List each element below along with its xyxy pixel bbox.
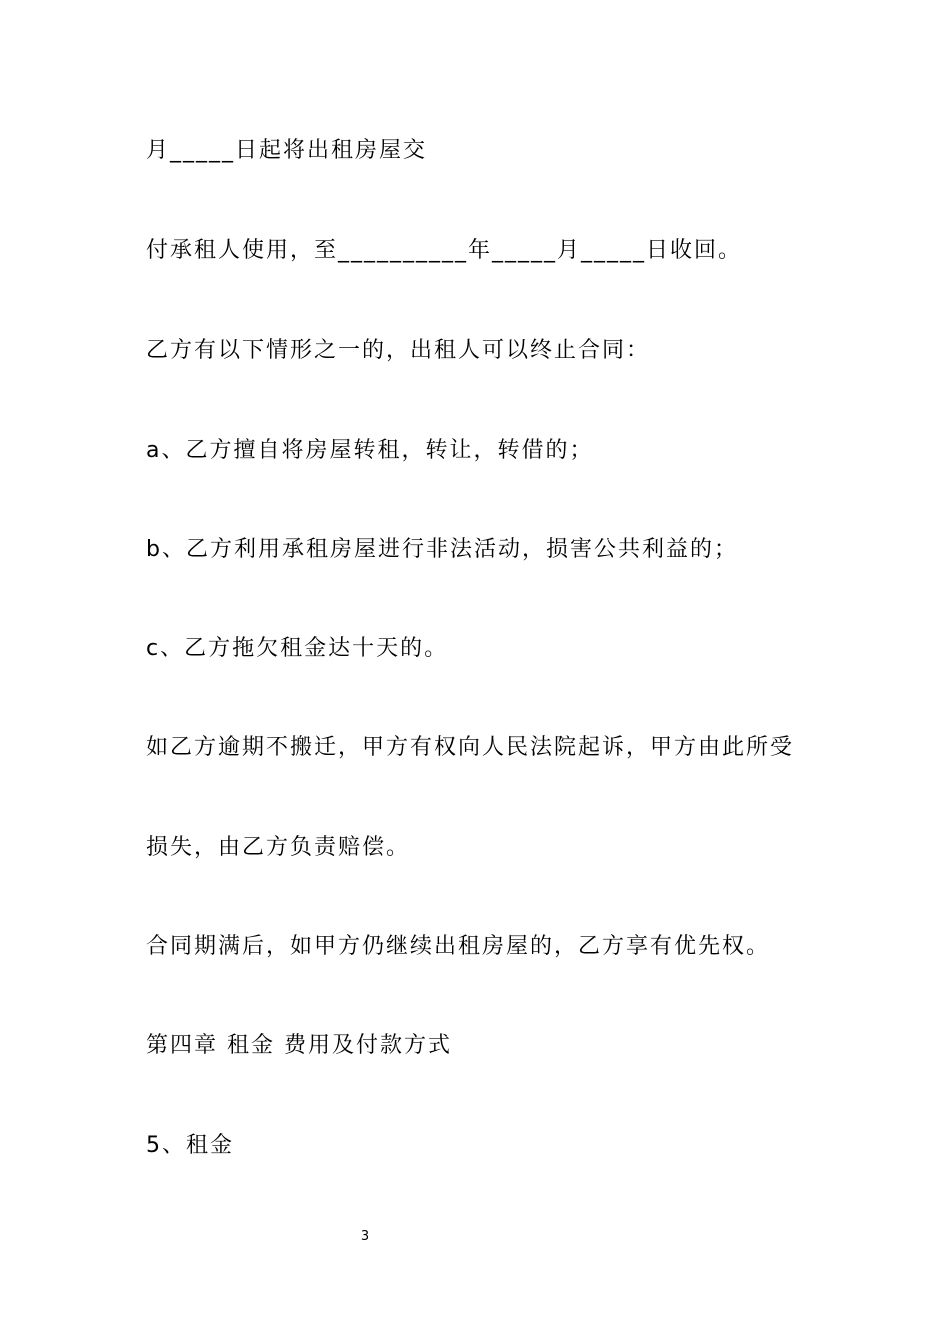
text-line-overdue: 如乙方逾期不搬迁，甲方有权向人民法院起诉，甲方由此所受 [146, 735, 795, 760]
text-line-clause-b: b、乙方利用承租房屋进行非法活动，损害公共利益的； [146, 537, 738, 562]
page-number: 3 [360, 1229, 370, 1244]
text-line-lease-end: 付承租人使用，至__________年_____月_____日收回。 [146, 238, 743, 263]
section-heading-rent: 5、租金 [146, 1133, 234, 1158]
text-line-clause-a: a、乙方擅自将房屋转租，转让，转借的； [146, 438, 594, 463]
text-line-termination-intro: 乙方有以下情形之一的，出租人可以终止合同： [146, 338, 651, 363]
chapter-heading: 第四章 租金 费用及付款方式 [146, 1033, 452, 1058]
text-line-priority-right: 合同期满后，如甲方仍继续出租房屋的，乙方享有优先权。 [146, 934, 771, 959]
text-line-lease-start: 月_____日起将出租房屋交 [146, 138, 428, 163]
text-line-compensation: 损失，由乙方负责赔偿。 [146, 835, 411, 860]
text-line-clause-c: c、乙方拖欠租金达十天的。 [146, 636, 449, 661]
